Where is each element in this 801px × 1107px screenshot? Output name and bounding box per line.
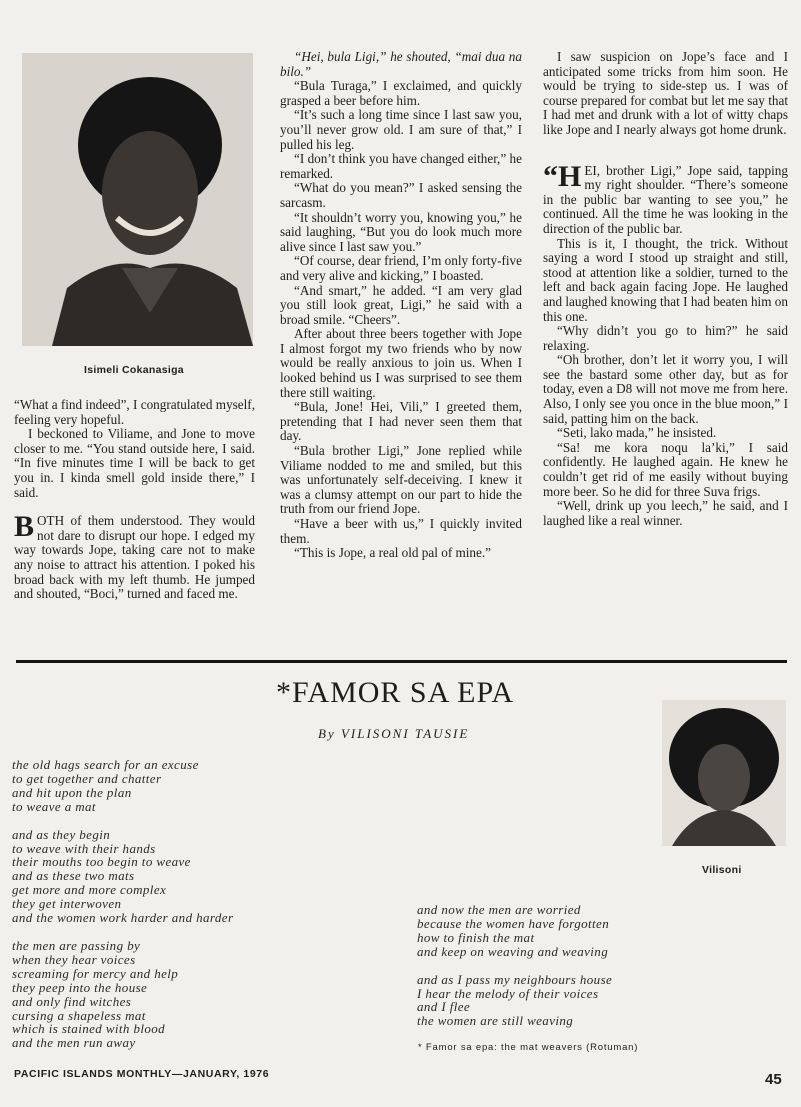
- publication-footer: PACIFIC ISLANDS MONTHLY—JANUARY, 1976: [14, 1068, 270, 1080]
- poem-line: get more and more complex: [12, 882, 167, 898]
- paragraph: “It’s such a long time since I last saw you, you’ll never grow old. I am sure of that,” I pulled his leg.: [280, 107, 522, 152]
- poem-byline: By VILISONI TAUSIE: [318, 726, 470, 741]
- portrait-photo-vilisoni: [662, 700, 786, 846]
- poem-line: I hear the melody of their voices: [417, 985, 599, 1001]
- paragraph: I beckoned to Viliame, and Jone to move closer to me. “You stand outside here, I said. “In five minutes time I will be back to get you in. I kinda smell gold inside there,” I said.: [14, 426, 255, 500]
- page-number: 45: [765, 1071, 782, 1088]
- paragraph: I saw suspicion on Jope’s face and I anticipated some tricks from him soon. He would be trying to side-step us. I was of course prepared for combat but let me say that I had met and drunk with a lot of witty chaps like Jope and I nearly always got home drunk.: [543, 49, 788, 137]
- poem-line: and as these two mats: [12, 868, 135, 884]
- paragraph: “What do you mean?” I asked sensing the sarcasm.: [280, 180, 522, 210]
- section-divider-rule: [16, 660, 787, 663]
- poem-line: to get together and chatter: [12, 770, 162, 786]
- poem-title: *FAMOR SA EPA: [275, 676, 515, 709]
- paragraph: “Hei, bula Ligi,” he shouted, “mai dua na bilo.”: [280, 49, 522, 79]
- poem-line: when they hear voices: [12, 951, 136, 967]
- paragraph: “Seti, lako mada,” he insisted.: [557, 425, 717, 441]
- paragraph: “Have a beer with us,” I quickly invited them.: [280, 516, 522, 546]
- poem-line: because the women have forgotten: [417, 915, 610, 931]
- poem-line: and I flee: [417, 999, 471, 1015]
- paragraph: “Bula Turaga,” I exclaimed, and quickly grasped a beer before him.: [280, 78, 522, 108]
- poem-line: the women are still weaving: [417, 1013, 574, 1029]
- paragraph: “It shouldn’t worry you, knowing you,” he said laughing, “But you do look much more alive since I last saw you.”: [280, 209, 522, 254]
- paragraph: This is it, I thought, the trick. Without saying a word I stood up straight and still, stood at attention like a soldier, turned to the left and back again facing Jope. He laughed and laughed knowing that I had beaten him on this one.: [543, 235, 788, 324]
- poem-stanza: [12, 828, 233, 925]
- paragraph: “I don’t think you have changed either,” he remarked.: [280, 151, 522, 181]
- photo-caption-isimeli: Isimeli Cokanasiga: [84, 364, 184, 376]
- poem-line: they peep into the house: [12, 979, 148, 995]
- poem-line: they get interwoven: [12, 896, 122, 912]
- drop-cap: B: [14, 510, 35, 544]
- paragraph: “This is Jope, a real old pal of mine.”: [294, 545, 492, 561]
- poem-line: and only find witches: [12, 993, 132, 1009]
- paragraph: “And smart,” he added. “I am very glad you still look great, Ligi,” he said with a broad smile. “Cheers”.: [280, 282, 522, 327]
- paragraph: “Sa! me kora noqu la’ki,” I said confidently. He laughed again. He knew he couldn’t get rid of me easily without buying more beer. So he did for three Suva frigs.: [543, 439, 788, 499]
- poem-line: screaming for mercy and help: [12, 965, 179, 981]
- poem-line: to weave with their hands: [12, 840, 156, 856]
- dropcap-paragraph: [14, 510, 255, 602]
- article-column-2: [280, 50, 522, 561]
- poem-stanza: [12, 939, 233, 1050]
- poem-line: and the women work harder and harder: [12, 910, 234, 926]
- poem-line: and now the men are worried: [417, 902, 581, 917]
- paragraph: “Oh brother, don’t let it worry you, I will see the bastard some other day, but as for today, even a D8 will not move me from here. Also, I only see you once in the blue moon,” I said, patting him on the back.: [543, 352, 788, 426]
- poem-line: and as they begin: [12, 826, 111, 842]
- portrait-photo-isimeli: [22, 53, 253, 346]
- paragraph: “Of course, dear friend, I’m only forty-five and very alive and kicking,” I boasted.: [280, 253, 522, 283]
- paragraph: “What a find indeed”, I congratulated myself, feeling very hopeful.: [14, 397, 255, 427]
- poem-line: the old hags search for an excuse: [12, 757, 199, 772]
- poem-line: how to finish the mat: [417, 929, 535, 945]
- poem-left-block: [12, 758, 233, 1064]
- poem-line: and hit upon the plan: [12, 784, 132, 800]
- paragraph: “Well, drink up you leech,” he said, and I laughed like a real winner.: [543, 498, 788, 528]
- poem-line: the men are passing by: [12, 937, 141, 953]
- poem-line: and the men run away: [12, 1035, 136, 1051]
- poem-footnote: * Famor sa epa: the mat weavers (Rotuman): [418, 1042, 639, 1053]
- poem-line: cursing a shapeless mat: [12, 1007, 146, 1023]
- poem-stanza: [417, 903, 612, 959]
- poem-line: their mouths too begin to weave: [12, 854, 191, 870]
- poem-stanza: [12, 758, 233, 814]
- paragraph: “Why didn’t you go to him?” he said relaxing.: [543, 323, 788, 353]
- dropcap-paragraph: [543, 159, 788, 237]
- article-column-1: [14, 398, 255, 602]
- paragraph: “Bula brother Ligi,” Jone replied while Viliame nodded to me and smiled, but this was unfortunately self-deceiving. I knew it was a clumsy attempt on our part to hide the truth from our friend Jope.: [280, 443, 522, 517]
- paragraph: After about three beers together with Jope I almost forgot my two friends who by now would be really anxious to join us. When I looked behind us I was surprised to see them there still waiting.: [280, 326, 522, 400]
- dropcap-paragraph-text: EI, brother Ligi,” Jope said, tapping my right shoulder. “There’s someone in the public bar wanting to see you,” he continued. All the time he was looking in the direction of the public bar.: [543, 162, 788, 236]
- poem-right-block: [417, 903, 612, 1042]
- poem-line: which is stained with blood: [12, 1021, 166, 1037]
- photo-caption-vilisoni: Vilisoni: [702, 864, 742, 876]
- poem-line: and as I pass my neighbours house: [417, 971, 613, 987]
- poem-line: and keep on weaving and weaving: [417, 943, 609, 959]
- dropcap-paragraph-text: OTH of them understood. They would not dare to disrupt our hope. I edged my way towards Jope, taking care not to make any noise to attract his attention. I poked his broad back with my left thumb. He jumped and shouted, “Boci,” turned and faced me.: [14, 513, 255, 602]
- paragraph: “Bula, Jone! Hei, Vili,” I greeted them, pretending that I had never seen them that day.: [280, 399, 522, 444]
- drop-cap: “H: [543, 159, 582, 193]
- poem-line: to weave a mat: [12, 798, 96, 814]
- poem-stanza: [417, 973, 612, 1029]
- article-column-3: [543, 50, 788, 528]
